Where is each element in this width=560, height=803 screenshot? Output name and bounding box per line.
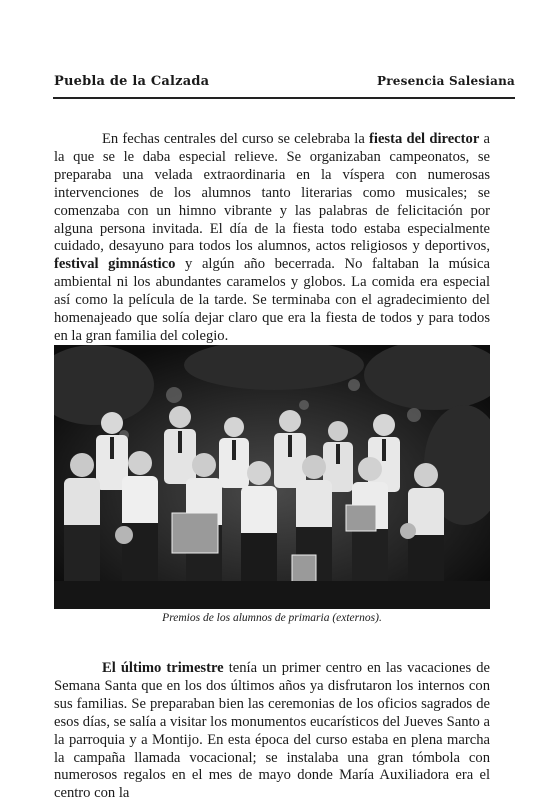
- paragraph-text: En fechas centrales del curso se celebraba la: [102, 131, 370, 147]
- header-book-title: Puebla de la Calzada: [54, 74, 210, 89]
- photo-illustration: [54, 345, 490, 609]
- running-header: [54, 74, 515, 94]
- paragraph-fiesta-director: [54, 131, 490, 346]
- group-photo: [54, 345, 490, 609]
- paragraph-text: tenía un primer centro en las vacaciones de Semana Santa que en los dos últimos años ya disfrutaron los internos con sus familias. Se preparaban bien las ceremonias de los oficios sagrados de esos días, se salía a visitar los monumentos eucarísticos del Jueves Santo a la parroquia y a Montijo. En esta época del curso estaba en plena marcha la campaña llamada vocacional; se instalaba una gran tómbola con numerosos regalos en el mes de mayo donde María Auxiliadora era el centro con la: [54, 660, 490, 802]
- photo-caption: Premios de los alumnos de primaria (externos).: [162, 612, 382, 624]
- header-chapter-title: Presencia Salesiana: [377, 74, 515, 88]
- paragraph-text: a la que se le daba especial relieve. Se organizaban campeonatos, se preparaba una velada extraordinaria en la víspera con numerosas intervenciones de los alumnos tanto literarias como musicales; se comenzaba con un himno vibrante y las palabras de felicitación por alguna persona invitada. El día de la fiesta todo estaba especialmente cuidado, desayuno para todos los alumnos, actos religiosos y deportivos,: [54, 131, 490, 255]
- paragraph-ultimo-trimestre: [54, 660, 490, 803]
- bold-term: fiesta del director: [369, 131, 480, 147]
- bold-term: El último trimestre: [102, 660, 224, 676]
- bold-term: festival gimnástico: [54, 256, 176, 273]
- paragraph-text: y algún año becerrada. No faltaban la música ambiental ni los abundantes caramelos y globos. La comida era especial así como la película de la tarde. Se terminaba con el agradecimiento del homenajeado que solía dejar claro que era la fiesta de todos y para todos en la gran familia del colegio.: [54, 256, 490, 344]
- header-rule: [53, 97, 515, 99]
